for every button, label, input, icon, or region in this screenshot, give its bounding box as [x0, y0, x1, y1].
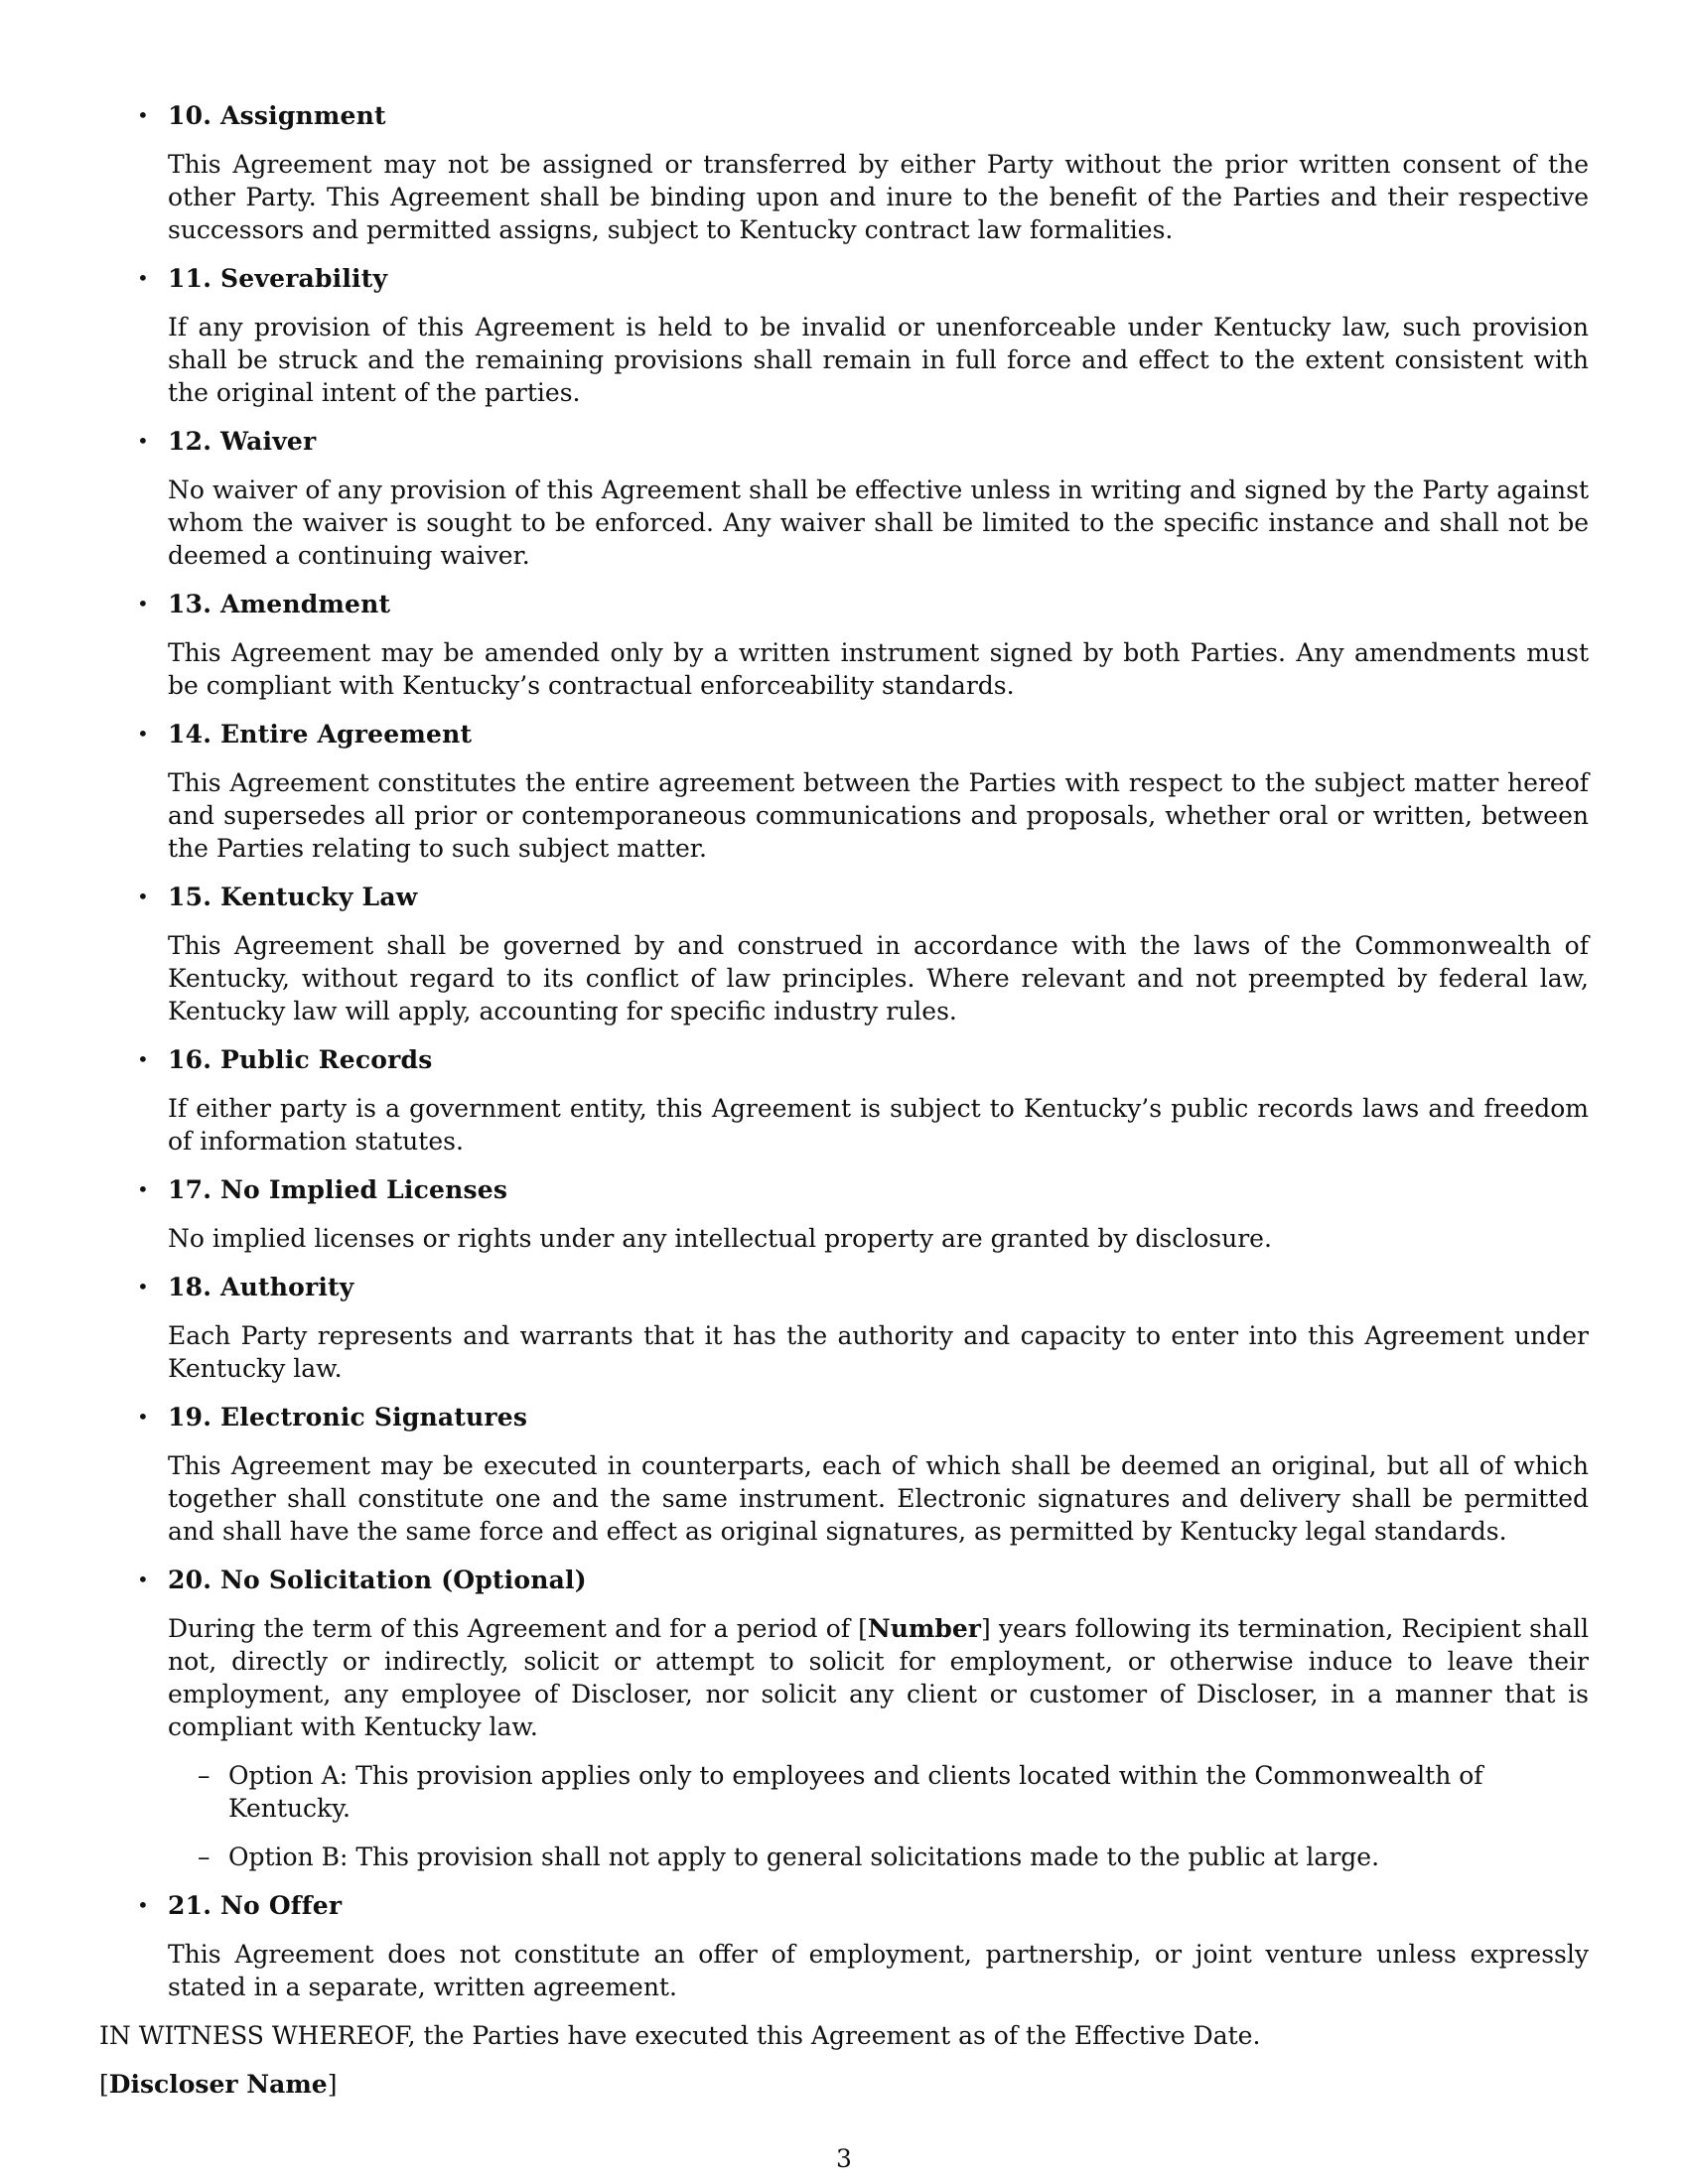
option-text: Option B: This provision shall not apply to general solicitations made to the public at large.: [228, 1843, 1380, 1871]
bullet-icon: •: [137, 429, 149, 453]
section-title: 19. Electronic Signatures: [168, 1403, 528, 1432]
section-body: This Agreement may not be assigned or transferred by either Party without the prior written consent of the other Party. This Agreement shall be binding upon and inure to the benefit of the Parties and their respective successors and permitted assigns, subject to Kentucky contract law formalities.: [168, 150, 1589, 244]
bullet-icon: •: [137, 1405, 149, 1429]
section-title: 16. Public Records: [168, 1045, 433, 1074]
dash-icon: –: [198, 1761, 211, 1790]
section-amendment: [99, 588, 1589, 702]
discloser-name: [Discloser Name]: [99, 2070, 338, 2099]
section-title: 12. Waiver: [168, 427, 317, 456]
section-body: This Agreement does not constitute an offer of employment, partnership, or joint venture unless expressly stated in a separate, written agreement.: [168, 1940, 1589, 2001]
page-number: 3: [836, 2144, 852, 2173]
section-title: 21. No Offer: [168, 1891, 343, 1920]
bullet-icon: •: [137, 885, 149, 908]
bullet-icon: •: [137, 1893, 149, 1917]
section-body: This Agreement may be amended only by a written instrument signed by both Parties. Any amendments must be compliant with Kentucky’s contractual enforceability standards.: [168, 638, 1589, 700]
section-waiver: [99, 425, 1589, 572]
option-b: [168, 1841, 1589, 1873]
section-title: 14. Entire Agreement: [168, 720, 473, 749]
section-body: This Agreement constitutes the entire agreement between the Parties with respect to the subject matter hereof and supersedes all prior or contemporaneous communications and proposals, whether oral or written, between the Parties relating to such subject matter.: [168, 768, 1589, 863]
section-severability: [99, 262, 1589, 409]
section-electronic-signatures: [99, 1401, 1589, 1548]
section-body: This Agreement shall be governed by and construed in accordance with the laws of the Commonwealth of Kentucky, without regard to its conflict of law principles. Where relevant and not preempted by federal law, Kentucky law will apply, accounting for specific industry rules.: [168, 931, 1589, 1025]
bullet-icon: •: [137, 722, 149, 746]
section-assignment: [99, 99, 1589, 246]
section-no-offer: [99, 1889, 1589, 2003]
placeholder-number: Number: [867, 1614, 981, 1643]
section-entire-agreement: [99, 718, 1589, 865]
bullet-icon: •: [137, 1568, 149, 1591]
section-body: [168, 1612, 1589, 1743]
section-body: This Agreement may be executed in counterparts, each of which shall be deemed an original, but all of which together shall constitute one and the same instrument. Electronic signatures and delivery shall be permitted and shall have the same force and effect as original signatures, as permitted by Kentucky legal standards.: [168, 1451, 1589, 1546]
bullet-icon: •: [137, 266, 149, 290]
document-page: [99, 99, 1589, 2101]
bullet-icon: •: [137, 1177, 149, 1201]
section-title: 17. No Implied Licenses: [168, 1175, 508, 1204]
option-list: [168, 1759, 1589, 1873]
bullet-icon: •: [137, 103, 149, 127]
section-authority: [99, 1271, 1589, 1385]
section-title: 18. Authority: [168, 1273, 354, 1301]
section-kentucky-law: [99, 881, 1589, 1027]
section-title: 10. Assignment: [168, 101, 386, 130]
section-body: No waiver of any provision of this Agreement shall be effective unless in writing and signed by the Party against whom the waiver is sought to be enforced. Any waiver shall be limited to the specific instance and shall not be deemed a continuing waiver.: [168, 476, 1589, 570]
section-body: If either party is a government entity, this Agreement is subject to Kentucky’s public records laws and freedom of information statutes.: [168, 1094, 1589, 1156]
section-body: Each Party represents and warrants that it has the authority and capacity to enter into this Agreement under Kentucky law.: [168, 1321, 1589, 1383]
section-list: [99, 99, 1589, 2003]
section-no-solicitation: [99, 1564, 1589, 1873]
section-title: 13. Amendment: [168, 590, 391, 618]
option-text: Option A: This provision applies only to employees and clients located within the Commonwealth of Kentucky.: [228, 1761, 1483, 1823]
section-body: If any provision of this Agreement is held to be invalid or unenforceable under Kentucky law, such provision shall be struck and the remaining provisions shall remain in full force and effect to the extent consistent with the original intent of the parties.: [168, 313, 1589, 407]
closing-statement: IN WITNESS WHEREOF, the Parties have executed this Agreement as of the Effective Date.: [99, 2021, 1261, 2050]
section-title: 15. Kentucky Law: [168, 883, 418, 911]
bullet-icon: •: [137, 592, 149, 615]
section-no-implied-licenses: [99, 1173, 1589, 1255]
bullet-icon: •: [137, 1275, 149, 1298]
discloser-name-text: Discloser Name: [108, 2070, 328, 2099]
section-public-records: [99, 1043, 1589, 1158]
section-title: 20. No Solicitation (Optional): [168, 1566, 587, 1594]
bullet-icon: •: [137, 1047, 149, 1071]
section-body: No implied licenses or rights under any intellectual property are granted by disclosure.: [168, 1224, 1272, 1253]
section-title: 11. Severability: [168, 264, 388, 293]
body-text: ] years following its termination, Recipient shall not, directly or indirectly, solicit or attempt to solicit for employment, or otherwise induce to leave their employment, any employee of Discloser, nor solicit any client or customer of Discloser, in a manner that is compliant with Kentucky law.: [168, 1614, 1589, 1741]
option-a: [168, 1759, 1589, 1825]
dash-icon: –: [198, 1843, 211, 1871]
body-text: During the term of this Agreement and for a period of [: [168, 1614, 868, 1643]
